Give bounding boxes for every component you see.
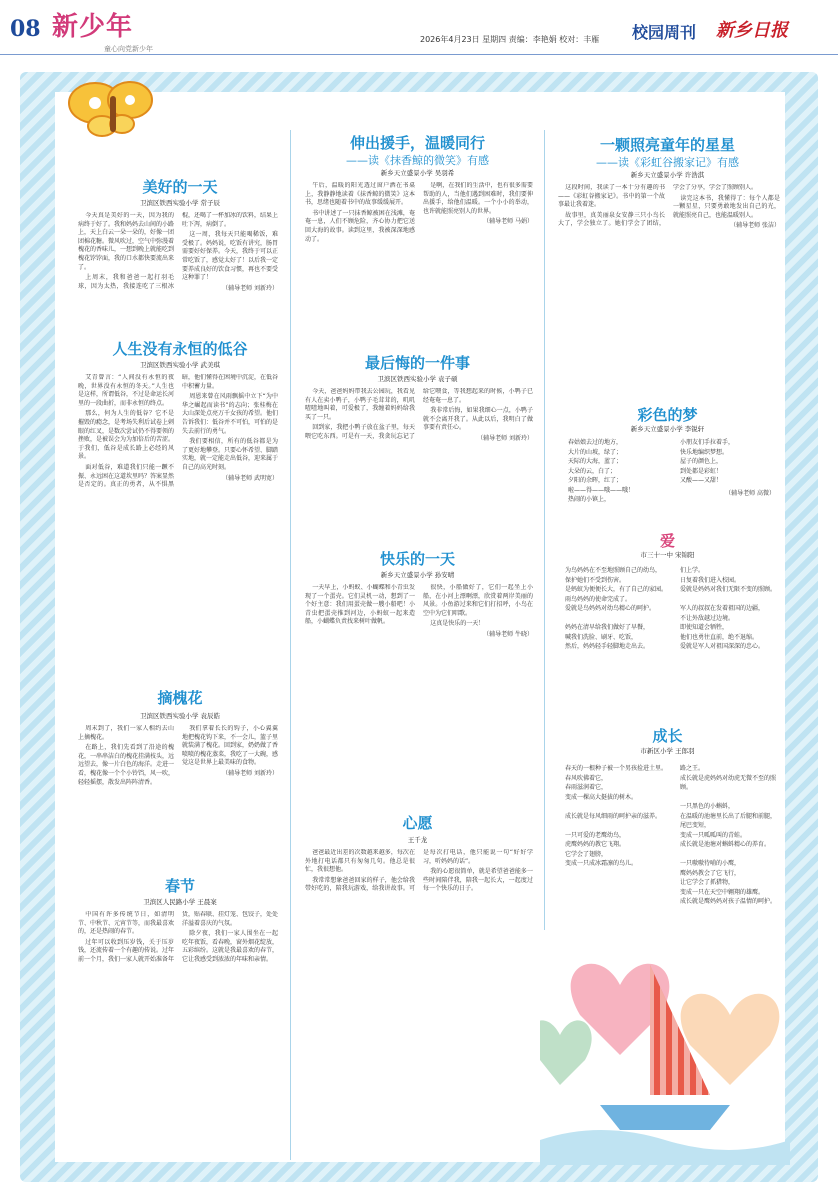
poem-title: 爱 [659, 532, 675, 550]
article-body: 这段时间，我读了一本十分有趣的书——《彩虹谷搬家记》。书中的第一个故事最让我着迷。 故事里，真美丽泉女安静三只小鸟长大了，学会独立了。她们学会了团结，学会了分享，学会了照顾别人。 读完这本书，我懂得了：每个人都是一颗星星，只要勇敢地发出自己的光，就能照亮自己，也能温暖别人。 （辅导老师 张洁） [558, 184, 780, 230]
poem-author: 市新区小学 王郎羽 [640, 747, 695, 755]
article-author: 卫滨区铁西实验小学 袁辰皓 [139, 712, 221, 720]
section-logo: 新少年 [52, 12, 134, 42]
column-divider [290, 130, 291, 1160]
poem-text: 小朋友们手拉着手， 快乐地编织梦想。 屋子的颜色上， 到处都是彩虹！ 又酸——又甜！ [680, 439, 735, 484]
poem-author: 新乡天立盛景小学 李锐轩 [630, 425, 705, 433]
article-author: 卫滨区铁西实验小学 常子辰 [139, 199, 221, 207]
poem-text: 为鸟妈妈在不至地照顾自己的幼鸟， 保护她们不受到伤害。 是蚂蚁为便便长大，有了自己的家园。 雨鸟妈妈的使命完成了。 爱就是鸟妈妈对幼鸟精心的呵护。 妈妈在清早给我们做好了早餐， 喊我们洗脸、刷牙、吃饭， 然后，妈妈轻手轻脚地走出去。 [565, 567, 668, 650]
hearts-sailboat-illustration [540, 925, 790, 1165]
article-title: 最后悔的一件事 [364, 354, 470, 372]
article-body: 爸爸最近出差的次数越来越多，每次在外地打电话都只有匆匆几句。他总是很忙，我很想他。 我常常想象爸爸回家的样子，他会给我带好吃的，陪我玩游戏，给我讲故事。可是每次打电话，他只能说一句“好好学习，听妈妈的话”。 我的心愿很简单，就是希望爸爸能多一些时间陪伴我，陪我一起长大，一起度过每一个快乐的日子。 [305, 849, 533, 893]
article-title: 心愿 [402, 814, 433, 832]
poem-text: 春天的一根种子被一个男孩捡进土里。 春风吹佛着它， 春雨滋润着它， 变成一棵高大挺拔的树木。 成长就是每风细雨的呵护亲的滋养。 一只可爱的老鹰幼鸟， 虎鹰妈妈的教它飞翔。 它学会了翅膀， 变成一只成冰霜凛的鸟儿。 [565, 765, 668, 867]
article-subtitle: ——读《彩虹谷搬家记》有感 [596, 156, 739, 169]
poem-text: 路之王。 成长就是虎妈妈对幼虎无微不至的照顾。 一只黑色的小蝌蚪， 在温暖的池塘里长出了后腿和前腿， 尾巴变短， 变成一只呱呱叫的青蛙。 成长就是池塘对蝌蚪精心的养育。 一只嗷嗷待哺的小鹰， 鹰妈妈教会了它飞行， 让它学会了抓猎物， 变成一只在天空中翱翔的雄鹰。 成长就是鹰妈妈对孩子温情的呵护。 [680, 765, 777, 905]
article-title: 人生没有永恒的低谷 [112, 340, 248, 358]
article-body: 中国有许多传统节日，如清明节、中秋节、元宵节等，而我最喜欢的，还是热闹的春节。 过年可以收到压岁钱，关于压岁钱，还流传着一个有趣的传说。过年前一个月，我们一家人就开始准备年货，贴春联、挂灯笼、包饺子，处处洋溢着喜庆的气氛。 除夕夜，我们一家人围坐在一起吃年夜饭，看春晚，窗外烟花绽放，五彩缤纷。这就是我最喜欢的春节，它让我感受到浓浓的年味和亲情。 [78, 911, 278, 963]
article-body: 今天，爸爸妈妈带我去公园玩，我看见有人在卖小鸭子，小鸭子毛茸茸的，叽叽喳喳地叫着，可爱极了，我缠着妈妈给我买了一只。 回到家，我把小鸭子放在盆子里，每天喂它吃东西。可是有一天，我贪玩忘记了给它喂食，等我想起来的时候，小鸭子已经奄奄一息了。 我非常后悔，如果我细心一点，小鸭子就不会离开我了。从此以后，我明白了做事要有责任心。 （辅导老师 刘新玲） [305, 388, 533, 442]
poem-author: 市三十一中 宋锦阳 [640, 551, 695, 559]
poem-text: 们上学。 日复着我们进入校园。 爱就是妈妈对我们无限不变的照顾。 军人的叔叔在发着祖国的边疆， 不让外敌越过边境。 即使知道会牺牲， 他们也勇往直前，绝不退缩。 爱就是军人对祖国深深的忠心。 [680, 567, 777, 650]
article-title: 美好的一天 [142, 178, 218, 196]
section-name: 校园周刊 [632, 23, 697, 42]
article-body: 周末到了，我们一家人相约去山上摘槐花。 在路上，我们先看到了沿途的槐花，一串串洁白的槐花挂满枝头，远远望去，像一片白色的海洋。走进一看，槐花像一个个小铃铛，风一吹，轻轻摇摆，散发出阵阵清香。 我们拿着长长的钩子，小心翼翼地把槐花钩下来，不一会儿，篮子里就装满了槐花。回到家，奶奶做了香喷喷的槐花蒸菜，我吃了一大碗，感觉这是世界上最美味的食物。 （辅导老师 刘新玲） [78, 725, 278, 786]
issue-meta: 2026年4月23日 星期四 责编：李艳娟 校对：丰雁 [420, 35, 600, 44]
article-body: 一天早上，小蚂蚁、小蝴蝶和小青虫发现了一个蛋壳。它们灵机一动，想到了一个好主意：我们用蛋壳做一艘小船吧！小青虫把蛋壳推到河边，小蚂蚁一起来造船，小蝴蝶负责找来树叶做帆。 很快，小船做好了，它们一起坐上小船，在小河上漂啊漂，欣赏着两岸美丽的风景。小鱼游过来和它们打招呼，小鸟在空中为它们唱歌。 这真是快乐的一天！ （辅导老师 牛晓） [305, 584, 533, 638]
logo-subtitle: 童心向党新少年 [104, 45, 153, 53]
article-title: 摘槐花 [157, 689, 203, 707]
article-title: 快乐的一天 [379, 550, 455, 568]
poem-teacher: （辅导老师 高微） [725, 490, 775, 497]
butterfly-icon [60, 68, 160, 148]
article-subtitle: ——读《抹香鲸的微笑》有感 [346, 154, 489, 167]
page-number: 08 [10, 16, 41, 42]
article-author: 王千龙 [407, 836, 428, 844]
article-author: 卫滨区铁西实验小学 袁子硕 [377, 375, 458, 383]
article-title: 伸出援手，温暖同行 [349, 134, 485, 152]
article-title: 一颗照亮童年的星星 [599, 136, 735, 154]
poem-title: 成长 [652, 727, 683, 745]
article-body: 艾青曾言：“人间没有永恒的夜晚，世界没有永恒的冬天。”人生也是这样，所谓低谷，不过是命运长河里的一段曲折，而非永恒的终点。 那么，何为人生的低谷？它不是摧毁的瘾念，是考场失利后试卷上刺眼的红叉，是数次尝试仍不得要领的挫败，是被误会为为加倍后的苦涩。于我们，低谷是成长路上必经的风景。 面对低谷，难道我们只能一蹶不振、永远困在这道坎里吗？答案显然是否定的。真正的勇者，从不惧黑暗，他们懂得在困境中沉淀，在低谷中积蓄力量。 周恩来曾在风雨飘摇中立下“为中华之崛起而读书”的志向；张桂梅在大山深处点亮万千女孩的希望。他们告诉我们：低谷并不可怕，可怕的是失去前行的勇气。 我们要相信，所有的低谷都是为了更好地攀登。只要心怀希望、脚踏实地，就一定能走出低谷，迎来属于自己的高光时刻。 （辅导老师 武明宽） [78, 374, 278, 489]
article-author: 新乡天立盛景小学 许浩淇 [630, 171, 705, 179]
poem-title: 彩色的梦 [637, 406, 698, 424]
article-author: 新乡天立盛景小学 孙安晴 [380, 571, 455, 579]
newspaper-name: 新乡日报 [716, 20, 788, 41]
article-body: 今天真是美好的一天，因为我的病终于好了。我和妈妈去山间的小路上，天上白云一朵一朵的，好像一团团棉花糖。微风吹过，空气中弥漫着槐花的香味儿，一想到晚上就能吃到槐花饽饽面，我的口水都快要流出来了。 上周末，我和爸爸一起打羽毛球，因为太热，我接连吃了三根冰棍，还喝了一杯加冰的饮料，结果上吐下泻，病倒了。 这一周，我每天只能喝稀饭，难受极了。妈妈说，吃饭有讲究，肠胃需要好好保养。今天，我终于可以正常吃饭了，感觉太好了！以后我一定要养成良好的饮食习惯，再也不要受这种罪了！ （辅导老师 刘新玲） [78, 212, 278, 292]
poem-text: 春姑娘去过的地方， 大片的山坡，绿了； 天际的大海，蓝了； 大朵的云，白了； 夕阳的余晖，红了； 啦——得——哦——哦！ 热闹的小镇上， [568, 439, 635, 503]
article-body: 午后，温暖的阳光透过窗户洒在书桌上，我静静地读着《抹香鲸的微笑》这本书，思绪也随着书中的故事缓缓展开。 书中讲述了一只抹香鲸被困在浅滩，奄奄一息，人们不顾危险，齐心协力把它送回大海的故事。读到这里，我被深深地感动了。 是啊，在我们的生活中，也有很多需要帮助的人，当他们遇到困难时，我们要伸出援手，给他们温暖。一个小小的举动，也许就能照亮别人的世界。 （辅导老师 马娟） [305, 182, 533, 243]
article-title: 春节 [164, 877, 195, 895]
article-author: 卫滨区铁西实验小学 武美琪 [139, 361, 221, 369]
column-divider [544, 130, 545, 930]
article-author: 卫滨区人民路小学 王晨案 [143, 898, 217, 906]
article-author: 新乡天立盛景小学 吴羽希 [380, 169, 455, 177]
